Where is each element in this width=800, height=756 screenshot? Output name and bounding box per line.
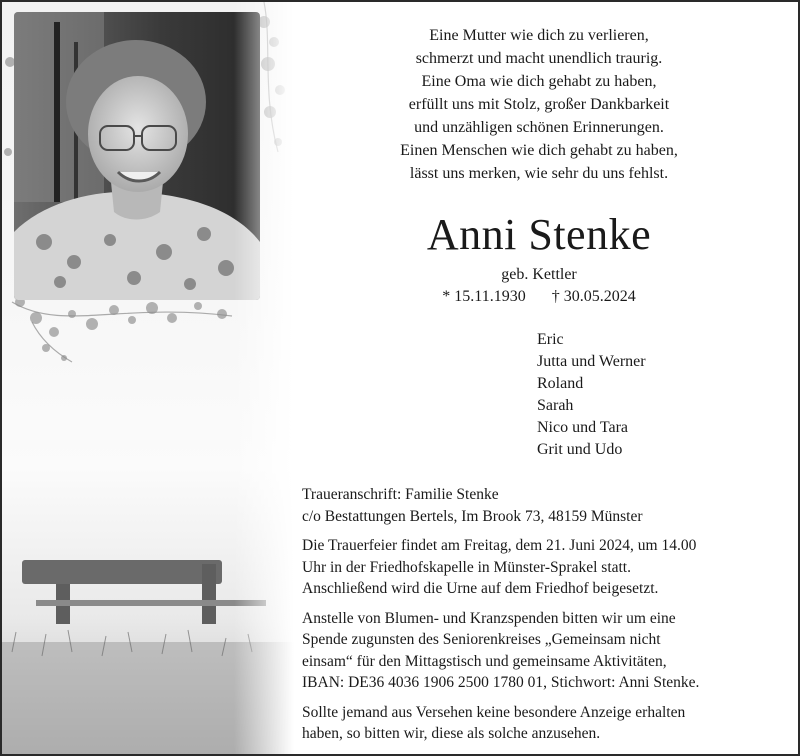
poem-line: lässt uns merken, wie sehr du uns fehlst. bbox=[409, 165, 669, 182]
poem-line: Eine Oma wie dich gehabt zu haben, bbox=[421, 73, 657, 90]
life-dates bbox=[302, 286, 776, 308]
decorative-background bbox=[2, 2, 294, 754]
poem-line: Einen Menschen wie dich gehabt zu haben, bbox=[400, 142, 678, 159]
donation-info: Anstelle von Blumen- und Kranzspenden bitten wir um eine Spende zugunsten des Seniorenkreises „Gemeinsam nicht einsam“ für den Mittagstisch und gemeinsame Aktivitäten, IBAN: DE36 4036 1906 2500 1780 01, Stichwort: Anni Stenke. bbox=[302, 609, 700, 691]
death-date: † 30.05.2024 bbox=[551, 288, 636, 305]
memorial-poem bbox=[302, 24, 776, 185]
birth-date: * 15.11.1930 bbox=[442, 288, 526, 305]
mourner: Grit und Udo bbox=[537, 441, 623, 458]
ceremony-info: Die Trauerfeier findet am Freitag, dem 21. Juni 2024, um 14.00 Uhr in der Friedhofskapelle in Münster-Sprakel statt. Anschließend wird die Urne auf dem Friedhof beigesetzt. bbox=[302, 537, 697, 597]
portrait-photo bbox=[14, 12, 260, 300]
poem-line: Eine Mutter wie dich zu verlieren, bbox=[429, 27, 649, 44]
poem-line: schmerzt und macht unendlich traurig. bbox=[415, 50, 663, 67]
mourning-address: Traueranschrift: Familie Stenke c/o Bestattungen Bertels, Im Brook 73, 48159 Münster bbox=[302, 486, 643, 525]
notice-details bbox=[302, 484, 788, 753]
mourner: Jutta und Werner bbox=[537, 353, 646, 370]
deceased-name: Anni Stenke bbox=[426, 210, 652, 259]
mourner: Sarah bbox=[537, 397, 574, 414]
poem-line: erfüllt uns mit Stolz, großer Dankbarkeit bbox=[408, 96, 670, 113]
mourner: Eric bbox=[537, 331, 564, 348]
mourners-list bbox=[537, 329, 646, 461]
mourner: Roland bbox=[537, 375, 584, 392]
poem-line: und unzähligen schönen Erinnerungen. bbox=[414, 119, 664, 136]
maiden-name: geb. Kettler bbox=[501, 266, 577, 283]
mourner: Nico und Tara bbox=[537, 419, 628, 436]
closing-note: Sollte jemand aus Versehen keine besondere Anzeige erhalten haben, so bitten wir, diese als solche anzusehen. bbox=[302, 703, 686, 742]
